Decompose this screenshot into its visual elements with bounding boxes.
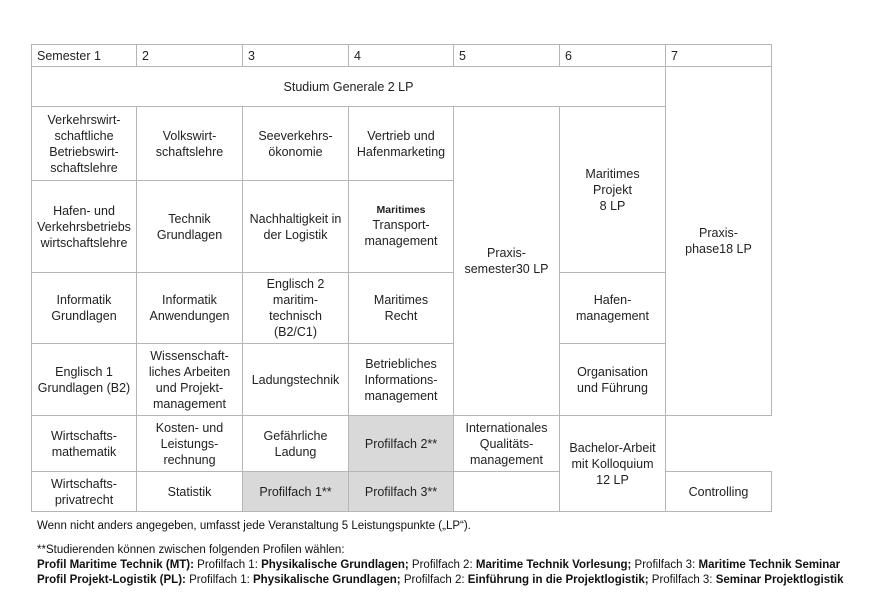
study-plan-table — [31, 44, 772, 512]
bachelor-arbeit-cell: Bachelor-Arbeit mit Kolloquium 12 LP — [560, 416, 666, 512]
course-cell: Seeverkehrs- ökonomie — [243, 107, 349, 181]
semester-5-header: 5 — [454, 45, 560, 67]
course-title-rest: Transport- management — [364, 218, 438, 248]
profilfach-label: Profilfach 3: — [631, 559, 699, 571]
profilfach-label: Profilfach 2: — [400, 574, 468, 586]
lp-note: Wenn nicht anders angegeben, umfasst jede Veranstaltung 5 Leistungspunkte („LP“). — [37, 520, 471, 532]
praxissemester-bottom-cell — [454, 472, 560, 512]
profilfach-label: Profilfach 1: — [193, 559, 262, 571]
course-cell: Volkswirt- schaftslehre — [137, 107, 243, 181]
course-cell: Technik Grundlagen — [137, 181, 243, 273]
profilfach-value: Einführung in die Projektlogistik; — [467, 574, 649, 586]
profilfach-2-cell: Profilfach 2** — [349, 416, 454, 472]
course-cell: Nachhaltigkeit in der Logistik — [243, 181, 349, 273]
table-row — [32, 273, 772, 344]
praxissemester-cell: Praxis- semester30 LP — [454, 107, 560, 416]
table-row — [32, 67, 772, 107]
profile-choice-note: **Studierenden können zwischen folgenden Profilen wählen: — [37, 544, 345, 556]
profile-pl-line — [37, 573, 877, 588]
praxisphase-cell: Praxis- phase18 LP — [666, 67, 772, 416]
maritimes-projekt-cell: Maritimes Projekt 8 LP — [560, 107, 666, 273]
profile-mt-line — [37, 558, 877, 573]
footnotes — [37, 519, 877, 588]
course-cell: Internationales Qualitäts- management — [454, 416, 560, 472]
course-cell: Maritimes Recht — [349, 273, 454, 344]
course-cell: Organisation und Führung — [560, 344, 666, 416]
studium-generale-cell: Studium Generale 2 LP — [32, 67, 666, 107]
profilfach-label: Profilfach 3: — [648, 574, 716, 586]
course-cell: Ladungstechnik — [243, 344, 349, 416]
profile-mt-label: Profil Maritime Technik (MT): — [37, 559, 194, 571]
course-cell: Statistik — [137, 472, 243, 512]
course-cell: Wirtschafts- privatrecht — [32, 472, 137, 512]
course-cell: Informatik Anwendungen — [137, 273, 243, 344]
profilfach-1-cell: Profilfach 1** — [243, 472, 349, 512]
course-cell: Englisch 1 Grundlagen (B2) — [32, 344, 137, 416]
course-cell: Kosten- und Leistungs- rechnung — [137, 416, 243, 472]
profilfach-value: Maritime Technik Vorlesung; — [475, 559, 632, 571]
course-cell: Wirtschafts- mathematik — [32, 416, 137, 472]
semester-4-header: 4 — [349, 45, 454, 67]
profilfach-label: Profilfach 2: — [408, 559, 476, 571]
course-cell: Controlling — [666, 472, 772, 512]
profilfach-value: Seminar Projektlogistik — [715, 574, 844, 586]
profilfach-label: Profilfach 1: — [185, 574, 253, 586]
semester-7-header: 7 — [666, 45, 772, 67]
course-cell: Informatik Grundlagen — [32, 273, 137, 344]
course-cell-maritimes-transport — [349, 181, 454, 273]
course-title-top: Maritimes — [376, 204, 426, 216]
semester-1-header: Semester 1 — [32, 45, 137, 67]
course-cell: Betriebliches Informations- management — [349, 344, 454, 416]
profile-pl-label: Profil Projekt-Logistik (PL): — [37, 574, 186, 586]
profilfach-value: Physikalische Grundlagen; — [253, 574, 401, 586]
course-cell: Vertrieb und Hafenmarketing — [349, 107, 454, 181]
table-row — [32, 107, 772, 181]
semester-3-header: 3 — [243, 45, 349, 67]
table-row — [32, 344, 772, 416]
semester-6-header: 6 — [560, 45, 666, 67]
course-cell: Hafen- management — [560, 273, 666, 344]
course-cell: Hafen- und Verkehrsbetriebs wirtschaftslehre — [32, 181, 137, 273]
profilfach-3-cell: Profilfach 3** — [349, 472, 454, 512]
course-cell: Englisch 2 maritim- technisch (B2/C1) — [243, 273, 349, 344]
semester-2-header: 2 — [137, 45, 243, 67]
profilfach-value: Maritime Technik Seminar — [698, 559, 841, 571]
course-cell: Gefährliche Ladung — [243, 416, 349, 472]
profilfach-value: Physikalische Grundlagen; — [261, 559, 409, 571]
course-cell: Verkehrswirt- schaftliche Betriebswirt- schaftslehre — [32, 107, 137, 181]
course-cell: Wissenschaft- liches Arbeiten und Projekt- management — [137, 344, 243, 416]
table-row — [32, 416, 772, 472]
header-row — [32, 45, 772, 67]
